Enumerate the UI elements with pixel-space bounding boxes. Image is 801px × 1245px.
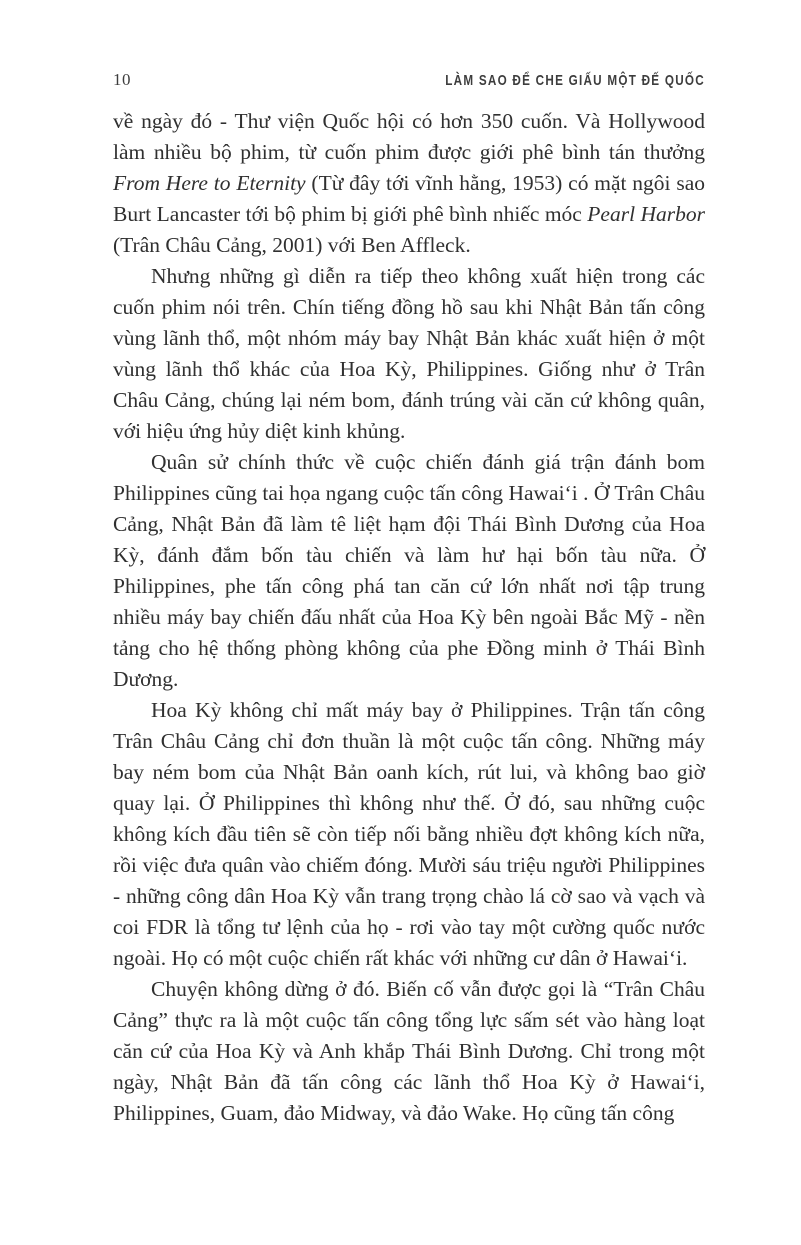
text-run: về ngày đó - Thư viện Quốc hội có hơn 350 cuốn. Và Hollywood làm nhiều bộ phim, từ cuốn phim được giới phê bình tán thưởng [113,109,705,164]
film-title-italic: Pearl Harbor [587,202,705,226]
text-run: Quân sử chính thức về cuộc chiến đánh giá trận đánh bom Philippines cũng tai họa ngang cuộc tấn công Hawaiʻi . Ở Trân Châu Cảng, Nhật Bản đã làm tê liệt hạm đội Thái Bình Dương của Hoa Kỳ, đánh đắm bốn tàu chiến và làm hư hại bốn tàu nữa. Ở Philippines, phe tấn công phá tan căn cứ lớn nhất nơi tập trung nhiều máy bay chiến đấu nhất của Hoa Kỳ bên ngoài Bắc Mỹ - nền tảng cho hệ thống phòng không của phe Đồng minh ở Thái Bình Dương. [113,450,705,691]
paragraph [113,974,705,1129]
page-header [113,70,705,90]
text-run: Chuyện không dừng ở đó. Biến cố vẫn được gọi là “Trân Châu Cảng” thực ra là một cuộc tấn công tổng lực sấm sét vào hàng loạt căn cứ của Hoa Kỳ và Anh khắp Thái Bình Dương. Chỉ trong một ngày, Nhật Bản đã tấn công các lãnh thổ Hoa Kỳ ở Hawaiʻi, Philippines, Guam, đảo Midway, và đảo Wake. Họ cũng tấn công [113,977,705,1125]
page-body [113,106,705,1129]
page-number: 10 [113,70,131,89]
text-run: (Trân Châu Cảng, 2001) với Ben Affleck. [113,233,471,257]
paragraph [113,106,705,261]
text-run: Hoa Kỳ không chỉ mất máy bay ở Philippines. Trận tấn công Trân Châu Cảng chỉ đơn thuần là một cuộc tấn công. Những máy bay ném bom của Nhật Bản oanh kích, rút lui, và không bao giờ quay lại. Ở Philippines thì không như thế. Ở đó, sau những cuộc không kích đầu tiên sẽ còn tiếp nối bằng nhiều đợt không kích nữa, rồi việc đưa quân vào chiếm đóng. Mười sáu triệu người Philippines - những công dân Hoa Kỳ vẫn trang trọng chào lá cờ sao và vạch và coi FDR là tổng tư lệnh của họ - rơi vào tay một cường quốc nước ngoài. Họ có một cuộc chiến rất khác với những cư dân ở Hawaiʻi. [113,698,705,970]
paragraph [113,695,705,974]
film-title-italic: From Here to Eternity [113,171,306,195]
text-run: (Từ đây tới vĩnh hằng, 1953) có mặt ngôi sao Burt Lancaster tới bộ phim bị giới phê bình nhiếc móc [113,171,706,226]
paragraph [113,261,705,447]
running-title: LÀM SAO ĐỂ CHE GIẤU MỘT ĐẾ QUỐC [445,72,705,89]
paragraph [113,447,705,695]
text-run: Nhưng những gì diễn ra tiếp theo không xuất hiện trong các cuốn phim nói trên. Chín tiếng đồng hồ sau khi Nhật Bản tấn công vùng lãnh thổ, một nhóm máy bay Nhật Bản khác xuất hiện ở một vùng lãnh thổ khác của Hoa Kỳ, Philippines. Giống như ở Trân Châu Cảng, chúng lại ném bom, đánh trúng vài căn cứ không quân, với hiệu ứng hủy diệt kinh khủng. [113,264,705,443]
